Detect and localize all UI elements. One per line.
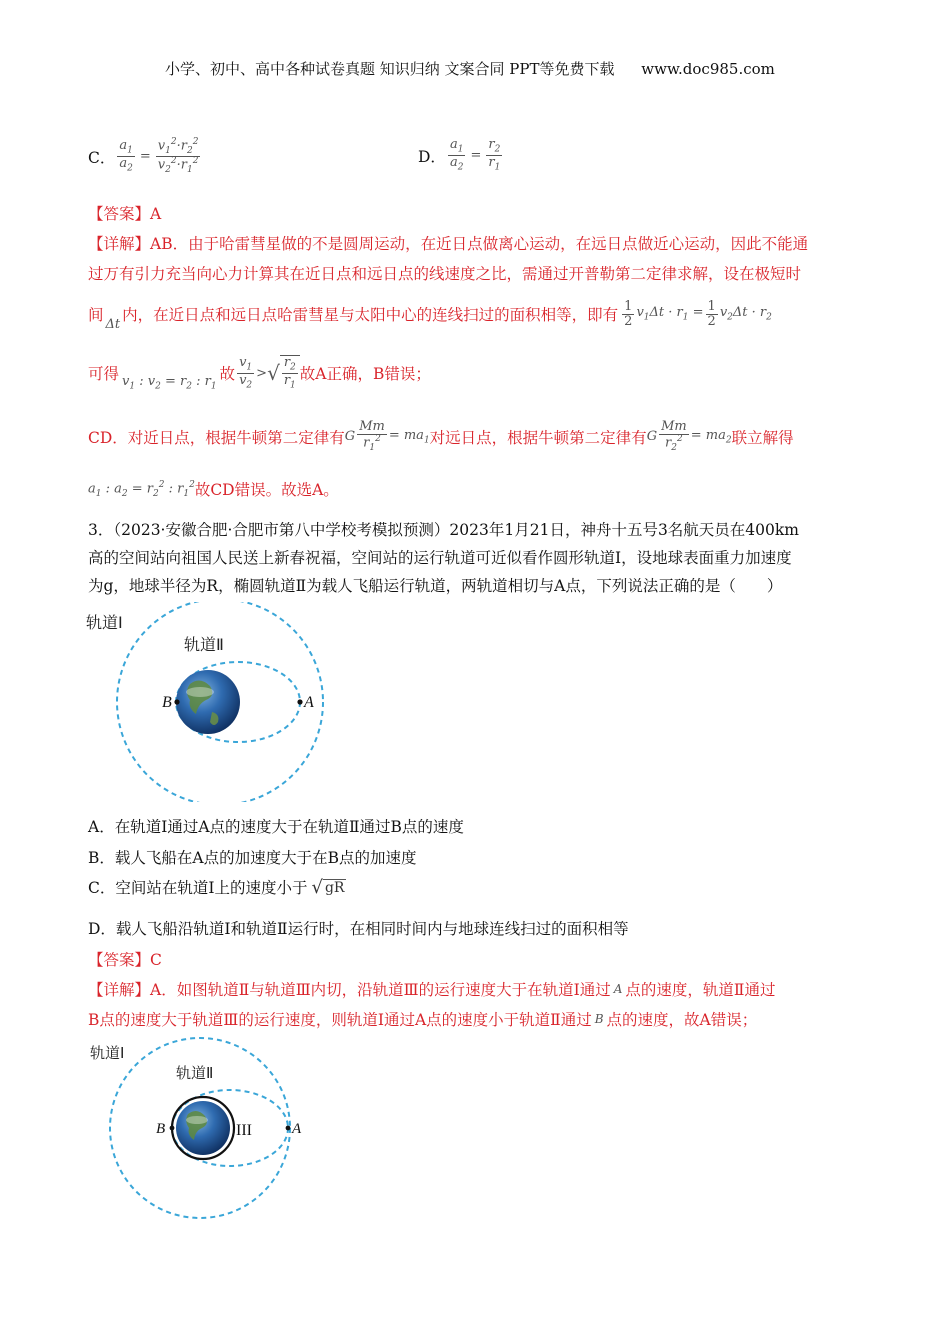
- orbit-1-label: 轨道Ⅰ: [90, 1044, 125, 1062]
- q3-stem-line2: 高的空间站向祖国人民送上新春祝福，空间站的运行轨道可近似看作圆形轨道Ⅰ，设地球表面重力加速度: [88, 549, 792, 567]
- q3-stem-line1: 3．（2023·安徽合肥·合肥市第八中学校考模拟预测）2023年1月21日，神舟十五号3名航天员在400km: [88, 521, 799, 539]
- point-a-dot: [286, 1126, 291, 1131]
- q3-detail-line1: 【详解】A．如图轨道Ⅱ与轨道Ⅲ内切，沿轨道Ⅲ的运行速度大于在轨道Ⅰ通过 A 点的速度，轨道Ⅱ通过: [88, 981, 776, 999]
- point-b-dot: [174, 699, 179, 704]
- orbit-2-label: 轨道Ⅱ: [184, 635, 224, 654]
- q2-option-c-formula-lhs: $\frac{a_1}{a_2}$: [119, 138, 133, 174]
- point-b-label: B: [162, 694, 172, 711]
- q2-option-d-label: D．: [418, 147, 446, 166]
- q3-option-c: C．空间站在轨道Ⅰ上的速度小于 √ gR: [88, 876, 345, 898]
- q2-option-c: C． $\frac{a_1}{a_2}$ = $\frac{v_1^2\cdot r_2^2}{v_2^2\cdot r_1^2}$: [88, 137, 199, 176]
- orbit-3-label: III: [236, 1122, 252, 1139]
- header-url: www.doc985.com: [641, 60, 775, 78]
- q2-option-c-formula-rhs: $\frac{v_1^2\cdot r_2^2}{v_2^2\cdot r_1^2}$: [157, 137, 199, 176]
- q2-detail-line4: 可得 $v_1$ : $v_2 = r_2$ : $r_1$ 故 $\frac{v_1}{v_2}$ > √ $\frac{r_2}{r_1}$ 故A正确，B错误；: [88, 354, 431, 392]
- earth-image: [176, 1101, 230, 1155]
- earth-image: [176, 670, 240, 734]
- q2-detail-line1: 【详解】AB．由于哈雷彗星做的不是圆周运动，在近日点做离心运动，在远日点做近心运动，因此不能通: [88, 235, 809, 253]
- q3-figure-orbits-detail: [80, 1036, 340, 1236]
- q2-option-d: D． $\frac{a_1}{a_2}$ = $\frac{r_2}{r_1}$: [418, 137, 501, 173]
- q2-option-c-label: C．: [88, 148, 116, 167]
- q3-option-b: B．载人飞船在A点的加速度大于在B点的加速度: [88, 849, 417, 867]
- q2-detail-line5: CD．对近日点，根据牛顿第二定律有 G $\frac{Mm}{r_1^2}$ = $ma_1$ 对远日点，根据牛顿第二定律有 G $\frac{Mm}{r_2^2}$ = $ma_2$ 联立解得: [88, 419, 794, 453]
- point-b-dot: [170, 1126, 175, 1131]
- point-b-label: B: [156, 1121, 166, 1137]
- orbit-2-label: 轨道Ⅱ: [176, 1064, 214, 1082]
- orbit-1-label: 轨道Ⅰ: [86, 613, 123, 632]
- point-a-label: A: [292, 1121, 302, 1137]
- q2-detail-line3: 间 Δt 内，在近日点和远日点哈雷彗星与太阳中心的连线扫过的面积相等，即有 $\frac{1}{2}$ $v_1\Delta t \cdot r_1$ = $\frac{1}{2}$ $v_2\Delta t \cdot r_2$: [88, 299, 772, 332]
- q3-option-a: A．在轨道Ⅰ通过A点的速度大于在轨道Ⅱ通过B点的速度: [88, 818, 464, 836]
- q3-stem-line3: 为g，地球半径为R，椭圆轨道Ⅱ为载人飞船运行轨道，两轨道相切与A点，下列说法正确的是（ ）: [88, 577, 783, 595]
- q3-detail-line2: B点的速度大于轨道Ⅲ的运行速度，则轨道Ⅰ通过A点的速度小于轨道Ⅱ通过 B 点的速度，故A错误；: [88, 1011, 758, 1029]
- q3-figure-orbits: [80, 602, 340, 802]
- point-a-dot: [297, 699, 302, 704]
- q3-option-d: D．载人飞船沿轨道Ⅰ和轨道Ⅱ运行时，在相同时间内与地球连线扫过的面积相等: [88, 920, 629, 938]
- q2-detail-line6: $a_1$ : $a_2 = r_2^2$ : $r_1^2$ 故CD错误。故选A。: [88, 479, 339, 499]
- point-a-label: A: [304, 694, 314, 711]
- page-header: [165, 58, 775, 79]
- q2-detail-line2: 过万有引力充当向心力计算其在近日点和远日点的线速度之比，需通过开普勒第二定律求解，设在极短时: [88, 265, 802, 283]
- q2-answer: 【答案】A: [88, 205, 162, 223]
- q3-answer: 【答案】C: [88, 951, 162, 969]
- header-text: 小学、初中、高中各种试卷真题 知识归纳 文案合同 PPT等免费下载: [165, 60, 615, 78]
